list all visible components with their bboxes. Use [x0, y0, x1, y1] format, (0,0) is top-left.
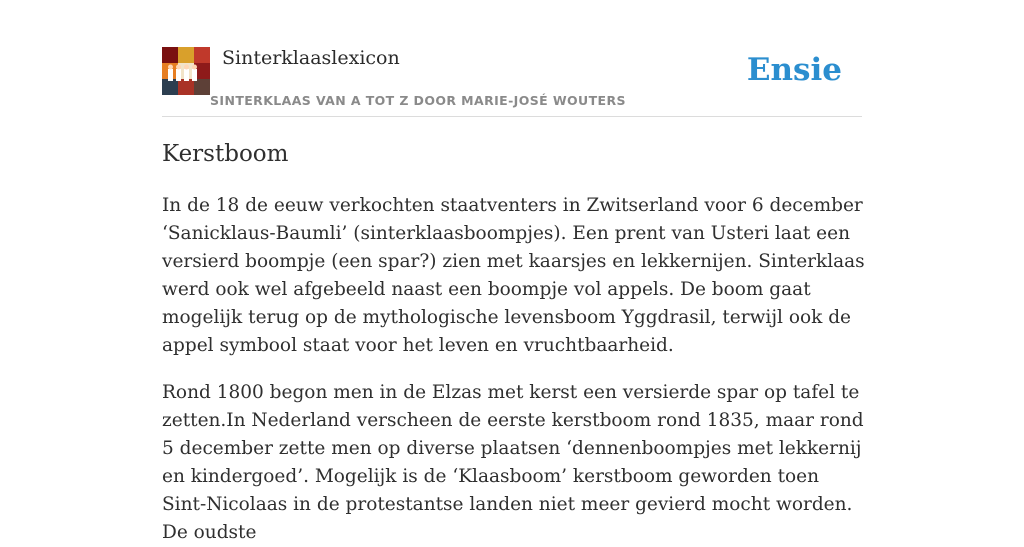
article-paragraph: In de 18 de eeuw verkochten staatventers in Zwitserland voor 6 december ‘Sanicklaus-Baumli’ (sinterklaasboompjes). Een prent van Usteri laat een versierd boompje (een spar?) zien met kaarsjes en lekkernijen. Sinterklaas werd ook wel afgebeeld naast een boompje vol appels. De boom gaat mogelijk terug op de mythologische levensboom Yggdrasil, terwijl ook de appel symbool staat voor het leven en vruchtbaarheid. [162, 195, 865, 356]
article-title: Kerstboom [162, 141, 289, 167]
site-header [162, 46, 862, 117]
avatar-image [162, 47, 210, 95]
article-paragraph: Rond 1800 begon men in de Elzas met kerst een versierde spar op tafel te zetten.In Nederland verscheen de eerste kerstboom rond 1835, maar rond 5 december zette men op diverse plaatsen ‘dennenboompjes met lekkernij en kindergoed’. Mogelijk is de ‘Klaasboom’ kerstboom geworden toen Sint-Nicolaas in de protestantse landen niet meer gevierd mocht worden. De oudste [162, 382, 864, 543]
article [162, 138, 867, 543]
site-name[interactable]: Sinterklaaslexicon [222, 47, 400, 69]
site-subtitle: SINTERKLAAS VAN A TOT Z DOOR MARIE-JOSÉ WOUTERS [210, 93, 626, 108]
site-avatar[interactable] [162, 47, 210, 95]
brand-logo[interactable]: Ensie [746, 52, 842, 88]
